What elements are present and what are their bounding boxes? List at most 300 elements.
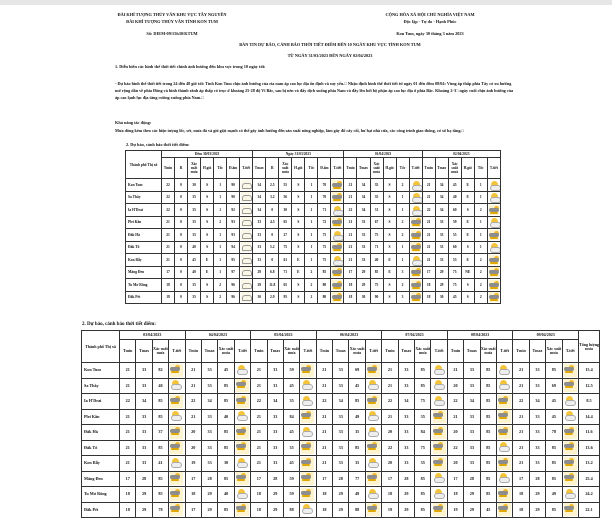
column-header: T.tiết — [234, 340, 250, 363]
thunderstorm-rain-icon — [332, 292, 342, 302]
table-row — [82, 409, 600, 425]
column-header: Xác suất mưa — [349, 340, 365, 363]
table-cell — [300, 502, 316, 518]
table-cell: 85 — [480, 487, 496, 503]
table-cell: 22 — [344, 204, 357, 217]
column-header: T.tiết — [496, 340, 512, 363]
thunderstorm-rain-icon — [170, 441, 183, 454]
table-cell: 40 — [370, 254, 383, 267]
thunderstorm-rain-icon — [301, 441, 314, 454]
table-cell — [487, 204, 500, 217]
table-cell: 2 — [396, 179, 409, 192]
sun-cloud-icon — [564, 488, 577, 501]
table-cell — [487, 254, 500, 267]
thunderstorm-rain-icon — [564, 503, 577, 516]
table-row — [126, 229, 501, 242]
table-cell: 0 — [266, 229, 279, 242]
table-cell: 29 — [267, 487, 283, 503]
city-name: Kon Tum — [82, 363, 120, 379]
sun-cloud-icon — [411, 180, 421, 190]
table-cell: 75 — [370, 279, 383, 292]
thunderstorm-rain-icon — [564, 472, 577, 485]
column-header: H.gió — [461, 158, 474, 179]
table-cell — [496, 502, 512, 518]
total-rain: 24.2 — [579, 487, 600, 503]
table-cell: 1 — [305, 241, 318, 254]
table-cell — [487, 291, 500, 304]
column-header: Tmin — [162, 158, 175, 179]
table-cell: 21 — [251, 378, 267, 394]
table-cell: S — [201, 191, 214, 204]
thunderstorm-rain-icon — [367, 503, 380, 516]
city-name: Kon Tum — [126, 179, 162, 192]
table-cell: 33 — [333, 378, 349, 394]
thunderstorm-rain-icon — [498, 488, 511, 501]
table-cell: 21 — [422, 216, 435, 229]
table-cell: 33 — [333, 425, 349, 441]
table-cell: S — [461, 204, 474, 217]
table-cell: S — [383, 191, 396, 204]
table-cell — [431, 487, 447, 503]
table-cell: 0 — [266, 204, 279, 217]
table-cell — [331, 191, 344, 204]
table-cell: 29 — [464, 487, 480, 503]
table-cell: 33 — [464, 363, 480, 379]
column-header: Tốc — [474, 158, 487, 179]
table-cell: 85 — [546, 363, 562, 379]
column-header: Xác suất mưa — [283, 340, 299, 363]
table-cell — [431, 409, 447, 425]
table-cell: 33 — [201, 363, 217, 379]
thunderstorm-rain-icon — [332, 280, 342, 290]
column-header: Tmax — [357, 158, 370, 179]
city-name: Đăk Hà — [82, 425, 120, 441]
column-header: R — [266, 158, 279, 179]
table-cell: 21 — [120, 456, 136, 472]
thunderstorm-rain-icon — [489, 267, 499, 277]
table-cell: E — [461, 191, 474, 204]
table-cell: 45 — [349, 378, 365, 394]
sun-cloud-icon — [433, 395, 446, 408]
table-row — [82, 487, 600, 503]
table-cell: S — [383, 229, 396, 242]
table-cell: 90 — [227, 179, 240, 192]
sun-cloud-icon — [498, 364, 511, 377]
sun-cloud-icon — [411, 205, 421, 215]
table-cell: S — [383, 204, 396, 217]
table-cell — [331, 254, 344, 267]
table-cell: 21 — [316, 425, 332, 441]
table-cell: 85 — [152, 409, 168, 425]
table-cell: 3 — [396, 291, 409, 304]
table-cell: 17 — [344, 266, 357, 279]
table-cell: 75 — [370, 229, 383, 242]
total-rain: 15.4 — [579, 363, 600, 379]
column-header: Tốc — [214, 158, 227, 179]
table-cell: 33 — [529, 363, 545, 379]
thunderstorm-rain-icon — [498, 457, 511, 470]
table-cell: 33 — [201, 378, 217, 394]
table-cell — [365, 440, 381, 456]
table-cell: 85 — [218, 378, 234, 394]
table-cell: 85 — [152, 471, 168, 487]
table-cell: S — [292, 291, 305, 304]
table-cell: 21 — [316, 409, 332, 425]
table-cell: 75 — [318, 241, 331, 254]
table-cell: 27 — [279, 229, 292, 242]
table-cell — [234, 487, 250, 503]
subheader-row — [126, 158, 501, 179]
table-row — [82, 456, 600, 472]
place-date: Kon Tum, ngày 30 tháng 3 năm 2023 — [396, 31, 464, 36]
sun-cloud-icon — [301, 379, 314, 392]
table-cell: 20 — [382, 425, 398, 441]
table-cell: 21 — [162, 241, 175, 254]
table-cell — [331, 179, 344, 192]
table-cell: 85 — [480, 394, 496, 410]
table-cell: 33 — [201, 409, 217, 425]
table-cell: 21 — [120, 440, 136, 456]
table-cell: 75 — [448, 279, 461, 292]
table-cell: 45 — [218, 363, 234, 379]
table-cell: 49 — [349, 487, 365, 503]
city-header: Thành phố Thị xã — [82, 331, 120, 363]
table-cell: 29 — [357, 279, 370, 292]
table-cell: 92 — [227, 204, 240, 217]
table-cell: 34 — [333, 394, 349, 410]
table-cell: 0 — [175, 291, 188, 304]
table-cell — [300, 440, 316, 456]
column-header: Tốc — [396, 158, 409, 179]
table-cell: 21 — [513, 378, 529, 394]
motto: Độc lập - Tự do - Hạnh Phúc — [403, 19, 457, 24]
table-cell — [365, 487, 381, 503]
table-cell — [331, 229, 344, 242]
table-cell: 28 — [201, 471, 217, 487]
column-header: Tmin — [382, 340, 398, 363]
table-cell: 29 — [435, 266, 448, 279]
table-cell: 35 — [188, 216, 201, 229]
table-cell: 21 — [382, 378, 398, 394]
sun-cloud-icon — [433, 488, 446, 501]
table-cell: 1 — [474, 216, 487, 229]
table-cell: 33 — [357, 254, 370, 267]
table-cell: 85 — [370, 266, 383, 279]
sun-cloud-icon — [498, 441, 511, 454]
table-cell: 1 — [474, 191, 487, 204]
table-cell: 33 — [464, 409, 480, 425]
table-cell: 1 — [305, 204, 318, 217]
date-group-header: 04/04/2023 — [185, 331, 251, 340]
table-cell: 85 — [415, 363, 431, 379]
table-cell: 21 — [316, 378, 332, 394]
table-cell: 1 — [474, 241, 487, 254]
table-cell — [496, 471, 512, 487]
table-cell — [365, 502, 381, 518]
table-cell: 21 — [316, 440, 332, 456]
table-cell: 18 — [162, 291, 175, 304]
city-name: Ia H'Drai — [126, 204, 162, 217]
table-cell: 90 — [370, 291, 383, 304]
table-cell — [240, 291, 253, 304]
table-cell: 35 — [415, 409, 431, 425]
city-header: Thành phố Thị xã — [126, 151, 162, 179]
table-cell: S — [461, 291, 474, 304]
sun-cloud-icon — [301, 503, 314, 516]
table-cell: 1 — [474, 179, 487, 192]
table-cell: 18 — [316, 502, 332, 518]
table-cell: 40 — [152, 378, 168, 394]
thunderstorm-rain-icon — [498, 395, 511, 408]
table-cell: 21 — [162, 254, 175, 267]
table-cell: 28 — [333, 471, 349, 487]
table-cell: 2 — [396, 279, 409, 292]
table-cell — [169, 409, 185, 425]
column-header: Tmax — [136, 340, 152, 363]
table-cell: 21 — [251, 440, 267, 456]
table-cell: 0 — [175, 266, 188, 279]
table-cell: 33 — [529, 409, 545, 425]
table-cell — [496, 487, 512, 503]
table-row — [126, 279, 501, 292]
table-cell: 37 — [152, 425, 168, 441]
table-cell: 96 — [227, 291, 240, 304]
table-cell: 95 — [279, 291, 292, 304]
table-cell: 33 — [267, 363, 283, 379]
thunderstorm-rain-icon — [170, 472, 183, 485]
table-cell: 45 — [546, 409, 562, 425]
table-cell: 71 — [318, 204, 331, 217]
table-cell: 29 — [333, 502, 349, 518]
column-header: Xác suất mưa — [188, 158, 201, 179]
thunderstorm-rain-icon — [170, 503, 183, 516]
table-cell: 21 — [422, 241, 435, 254]
table-cell — [431, 394, 447, 410]
table-cell: 20 — [382, 456, 398, 472]
table-cell: 18 — [316, 487, 332, 503]
table-cell — [409, 291, 422, 304]
table-cell: 33 — [357, 241, 370, 254]
table-cell: S — [461, 241, 474, 254]
table-cell: 35 — [370, 179, 383, 192]
table-cell — [169, 502, 185, 518]
table-cell: 28 — [136, 471, 152, 487]
thunderstorm-rain-icon — [170, 426, 183, 439]
table-cell: 2 — [474, 266, 487, 279]
table-cell: 30 — [357, 291, 370, 304]
table-cell: E — [461, 229, 474, 242]
date-group-header: 05/04/2023 — [251, 331, 317, 340]
table-cell: 2 — [305, 279, 318, 292]
table-cell: 75 — [279, 241, 292, 254]
table-cell: E — [461, 179, 474, 192]
table-cell: 55 — [448, 229, 461, 242]
table-cell: 33 — [267, 440, 283, 456]
cloudy-night-icon — [241, 255, 251, 265]
sun-cloud-icon — [170, 410, 183, 423]
table-cell: 75 — [318, 254, 331, 267]
table-cell — [562, 440, 578, 456]
total-rain: 22.1 — [579, 502, 600, 518]
table-cell: E — [461, 216, 474, 229]
date-group-header: Ngày 31/03/2023 — [253, 151, 344, 158]
table-cell: 2.9 — [266, 291, 279, 304]
table-cell: 34 — [136, 394, 152, 410]
table-cell — [562, 456, 578, 472]
column-header: Đ.ẩm — [318, 158, 331, 179]
table-cell: 0 — [175, 216, 188, 229]
table-cell: 33 — [267, 456, 283, 472]
table-cell: 21 — [447, 363, 463, 379]
table-cell — [331, 241, 344, 254]
table-cell: 96 — [227, 279, 240, 292]
table-cell — [365, 394, 381, 410]
table-cell: 33 — [398, 456, 414, 472]
column-header: T.tiết — [169, 340, 185, 363]
column-header: Tmax — [529, 340, 545, 363]
table-cell — [409, 179, 422, 192]
table-cell: 21 — [120, 425, 136, 441]
table-cell: 21 — [422, 229, 435, 242]
table-cell: 33 — [435, 254, 448, 267]
table-cell: 35 — [188, 291, 201, 304]
table-row — [82, 471, 600, 487]
table-cell: 18 — [120, 502, 136, 518]
thunderstorm-rain-icon — [411, 242, 421, 252]
viewer-top-bar — [0, 0, 612, 5]
table-cell: 85 — [480, 456, 496, 472]
table-cell: 35 — [188, 191, 201, 204]
table-cell: 30 — [188, 179, 201, 192]
table-cell — [169, 471, 185, 487]
table-cell — [300, 378, 316, 394]
date-range: TỪ NGÀY 31/03/2023 ĐẾN NGÀY 02/04/2023 — [287, 53, 373, 58]
table-cell: 80 — [318, 279, 331, 292]
table-cell: 0 — [175, 204, 188, 217]
table-cell: 61 — [279, 254, 292, 267]
city-name: Đăk Tô — [82, 440, 120, 456]
table-cell: 1 — [305, 179, 318, 192]
table-cell: 85 — [415, 471, 431, 487]
table-cell: 1 — [214, 179, 227, 192]
sun-cloud-icon — [332, 230, 342, 240]
table-cell — [169, 425, 185, 441]
thunderstorm-rain-icon — [489, 230, 499, 240]
table-cell: 29 — [201, 487, 217, 503]
table-cell — [240, 191, 253, 204]
table-cell — [431, 440, 447, 456]
thunderstorm-rain-icon — [564, 457, 577, 470]
table-cell: 21 — [316, 363, 332, 379]
table-cell: 17 — [422, 266, 435, 279]
table-cell: 65 — [279, 216, 292, 229]
table-cell: E — [201, 266, 214, 279]
city-name: Tu Mơ Rông — [82, 487, 120, 503]
table-cell: 3.2 — [266, 191, 279, 204]
table-cell: 40 — [188, 266, 201, 279]
table-cell: 33 — [435, 229, 448, 242]
table-row — [126, 216, 501, 229]
table-cell — [234, 363, 250, 379]
table-row — [126, 266, 501, 279]
table-cell: 88 — [349, 502, 365, 518]
table-cell — [365, 471, 381, 487]
table-cell: 45 — [188, 254, 201, 267]
table-cell: 85 — [480, 363, 496, 379]
table-cell — [234, 471, 250, 487]
table-cell — [487, 266, 500, 279]
table-cell: 60 — [448, 241, 461, 254]
table-cell: 21 — [422, 179, 435, 192]
table-cell: 3 — [396, 266, 409, 279]
thunderstorm-rain-icon — [236, 472, 249, 485]
sun-cloud-icon — [489, 180, 499, 190]
table-cell — [169, 456, 185, 472]
table-cell — [562, 487, 578, 503]
table-cell: 69 — [349, 363, 365, 379]
column-header: R — [175, 158, 188, 179]
table-cell: S — [292, 191, 305, 204]
table-cell: 34 — [357, 204, 370, 217]
table-cell: 20 — [447, 425, 463, 441]
table-row — [82, 394, 600, 410]
cloudy-night-icon — [241, 217, 251, 227]
table-cell: 2 — [474, 254, 487, 267]
table-cell: 21 — [251, 456, 267, 472]
column-header: Xác suất mưa — [480, 340, 496, 363]
table-cell: 22 — [422, 204, 435, 217]
table-cell: 11.8 — [266, 279, 279, 292]
table-cell — [496, 456, 512, 472]
thunderstorm-rain-icon — [170, 364, 183, 377]
table-cell — [487, 191, 500, 204]
table-cell: 1 — [305, 229, 318, 242]
table-cell: 1 — [214, 254, 227, 267]
sun-cloud-icon — [236, 488, 249, 501]
table-cell: 35 — [349, 456, 365, 472]
table-cell: 35 — [188, 229, 201, 242]
column-header: Tmin — [344, 158, 357, 179]
table-cell — [240, 279, 253, 292]
table-cell — [240, 179, 253, 192]
table-cell — [487, 179, 500, 192]
table-cell: 0 — [175, 279, 188, 292]
thunderstorm-rain-icon — [332, 267, 342, 277]
table-cell: 33 — [464, 456, 480, 472]
table-cell: 34 — [435, 204, 448, 217]
cloudy-night-icon — [241, 230, 251, 240]
total-rain: 13.2 — [579, 456, 600, 472]
table-cell: 34 — [201, 394, 217, 410]
table-cell: 70 — [318, 179, 331, 192]
table-cell: 22 — [382, 440, 398, 456]
table-cell — [300, 456, 316, 472]
table-cell: 1 — [305, 254, 318, 267]
table-cell — [496, 440, 512, 456]
sun-cloud-icon — [411, 255, 421, 265]
cloudy-night-icon — [241, 180, 251, 190]
table-cell: 31 — [370, 204, 383, 217]
thunderstorm-rain-icon — [301, 488, 314, 501]
table-cell: 2 — [474, 291, 487, 304]
table-cell: 21 — [251, 425, 267, 441]
table-cell: 21 — [382, 409, 398, 425]
table-cell: 1 — [214, 241, 227, 254]
table-cell: 4.5 — [266, 216, 279, 229]
table-cell: 34 — [398, 394, 414, 410]
table-cell: 33 — [398, 440, 414, 456]
table-cell — [234, 440, 250, 456]
